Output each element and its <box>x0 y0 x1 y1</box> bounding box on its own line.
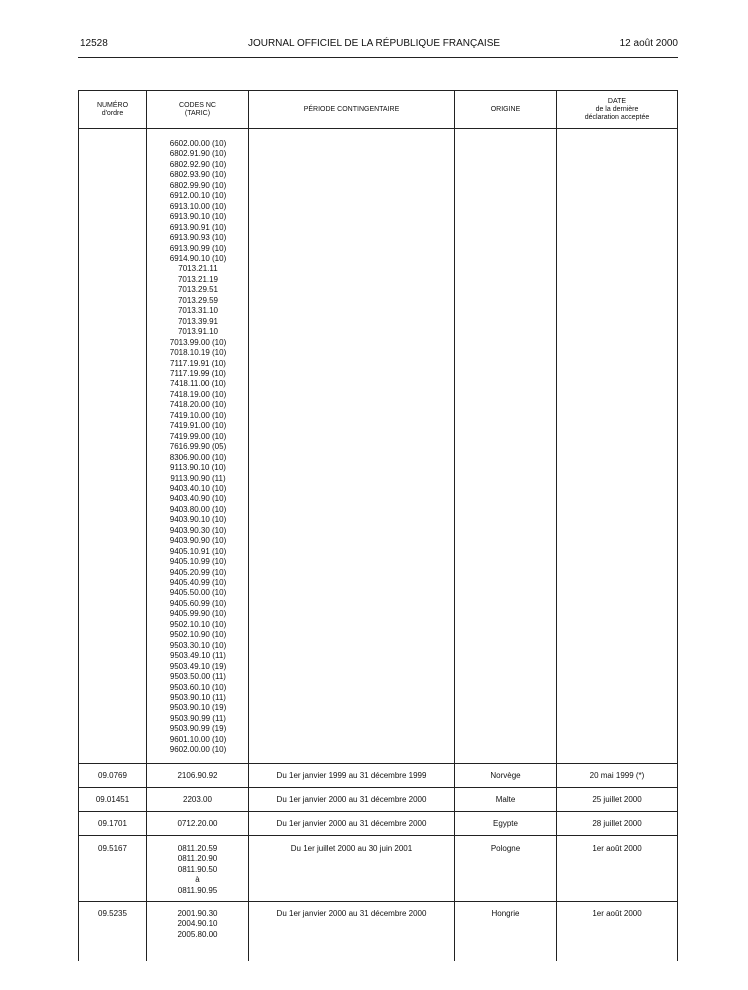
code-list-item: 7419.91.00 (10) <box>169 421 227 431</box>
row-origine: Hongrie <box>491 909 520 918</box>
row-numero: 09.01451 <box>95 795 130 804</box>
code-list-item: 9502.10.10 (10) <box>169 619 227 629</box>
row-periode: Du 1er janvier 2000 au 31 décembre 2000 <box>276 819 427 828</box>
code-list-item: 9601.10.00 (10) <box>169 734 227 744</box>
quota-table <box>78 90 678 961</box>
code-list-item: 6913.10.00 (10) <box>169 201 227 211</box>
code-list-item: 6912.00.10 (10) <box>169 191 227 201</box>
code-list-item: 6802.91.90 (10) <box>169 149 227 159</box>
code-list-item: 7013.29.59 <box>177 295 219 305</box>
code-list-item: 9503.60.10 (10) <box>169 682 227 692</box>
code-list-item: 9503.90.99 (19) <box>169 724 227 734</box>
code-list-item: 9503.49.10 (11) <box>170 651 226 661</box>
row-date: 1er août 2000 <box>592 909 642 918</box>
code-list-item: 9503.90.99 (11) <box>170 713 226 723</box>
code-list-item: 9403.80.00 (10) <box>169 504 227 514</box>
code-list-item: 7013.31.10 <box>177 306 219 316</box>
code-list-item: 7418.11.00 (10) <box>170 379 226 389</box>
code-list-item: 9503.90.10 (19) <box>169 703 227 713</box>
code-list-item: 9405.99.90 (10) <box>169 609 227 619</box>
code-list-item: 6913.90.91 (10) <box>169 222 227 232</box>
header-numero: NUMÉRO d'ordre <box>96 101 129 117</box>
code-list-item: 6802.92.90 (10) <box>169 159 227 169</box>
code-list-item: 9403.40.90 (10) <box>169 494 227 504</box>
row-divider <box>79 811 677 812</box>
code-list-item: 7117.19.99 (10) <box>170 368 226 378</box>
row-origine: Malte <box>495 795 516 804</box>
code-list-item: 6802.93.90 (10) <box>169 170 227 180</box>
row-date: 28 juillet 2000 <box>592 819 642 828</box>
code-list-item: 7013.39.91 <box>177 316 219 326</box>
row-divider <box>79 763 677 764</box>
code-list-item: 6602.00.00 (10) <box>169 139 227 148</box>
row-divider <box>79 901 677 902</box>
row-origine: Pologne <box>490 844 521 853</box>
row-codes: 2106.90.92 <box>177 771 218 780</box>
code-list-item: 7013.21.19 <box>177 274 219 284</box>
code-list-item: 7616.99.90 (05) <box>169 442 227 452</box>
code-list-item: 9405.20.99 (10) <box>169 567 227 577</box>
code-list-item: 9405.50.00 (10) <box>169 588 227 598</box>
row-numero: 09.0769 <box>98 771 127 780</box>
row-periode: Du 1er janvier 1999 au 31 décembre 1999 <box>276 771 427 780</box>
code-list-item: 9602.00.00 (10) <box>169 745 227 755</box>
code-list-item: 9405.40.99 (10) <box>169 578 227 588</box>
code-list-item: 9405.60.99 (10) <box>169 598 227 608</box>
code-list-item: 9503.50.00 (11) <box>170 672 226 682</box>
code-list-item: 7013.91.10 <box>177 327 219 337</box>
row-origine: Egypte <box>493 819 518 828</box>
row-codes: 0712.20.00 <box>177 819 218 828</box>
row-codes: 2001.90.30 2004.90.10 2005.80.00 <box>177 909 218 939</box>
row-origine: Norvège <box>490 771 521 780</box>
code-list-item: 9403.90.90 (10) <box>169 536 227 546</box>
header-rule <box>78 57 678 58</box>
header-codes: CODES NC (TARIC) <box>179 101 216 117</box>
page-date: 12 août 2000 <box>619 38 678 49</box>
code-list-item: 7418.20.00 (10) <box>169 400 227 410</box>
row-periode: Du 1er janvier 2000 au 31 décembre 2000 <box>276 795 427 804</box>
code-list-item: 7419.10.00 (10) <box>169 410 227 420</box>
code-list-item: 7013.21.11 <box>178 264 218 274</box>
code-list-item: 7418.19.00 (10) <box>169 389 227 399</box>
code-list-item: 9403.90.30 (10) <box>169 525 227 535</box>
row-divider <box>79 128 677 129</box>
header-date: DATE de la dernière déclaration acceptée <box>584 97 650 121</box>
code-list-item: 9113.90.10 (10) <box>170 463 226 473</box>
code-list-item: 9113.90.90 (11) <box>170 473 226 483</box>
column-divider <box>454 91 455 961</box>
row-numero: 09.5235 <box>98 909 127 918</box>
code-list-item: 7018.10.19 (10) <box>169 348 227 358</box>
journal-title: JOURNAL OFFICIEL DE LA RÉPUBLIQUE FRANÇAISE <box>247 38 501 49</box>
code-list-item: 8306.90.00 (10) <box>169 452 227 462</box>
code-list-item: 7117.19.91 (10) <box>170 358 226 368</box>
code-list-item: 9405.10.91 (10) <box>169 546 227 556</box>
header-origine: ORIGINE <box>490 105 521 113</box>
continuation-codes-list <box>147 139 249 756</box>
code-list-item: 9403.90.10 (10) <box>169 515 227 525</box>
row-divider <box>79 835 677 836</box>
code-list-item: 6802.99.90 (10) <box>169 180 227 190</box>
code-list-item: 9503.90.10 (11) <box>170 693 226 703</box>
code-list-item: 9405.10.99 (10) <box>169 557 227 567</box>
row-divider <box>79 787 677 788</box>
row-numero: 09.1701 <box>98 819 127 828</box>
code-list-item: 7013.99.00 (10) <box>169 337 227 347</box>
page-number: 12528 <box>80 38 108 49</box>
row-numero: 09.5167 <box>98 844 127 853</box>
code-list-item: 7419.99.00 (10) <box>169 431 227 441</box>
column-divider <box>556 91 557 961</box>
row-periode: Du 1er janvier 2000 au 31 décembre 2000 <box>276 909 427 918</box>
code-list-item: 9503.49.10 (19) <box>169 661 227 671</box>
code-list-item: 9503.30.10 (10) <box>169 640 227 650</box>
row-date: 20 mai 1999 (*) <box>589 771 645 780</box>
code-list-item: 9502.10.90 (10) <box>169 630 227 640</box>
code-list-item: 6914.90.10 (10) <box>169 253 227 263</box>
row-periode: Du 1er juillet 2000 au 30 juin 2001 <box>290 844 413 853</box>
code-list-item: 6913.90.99 (10) <box>169 243 227 253</box>
code-list-item: 6913.90.93 (10) <box>169 233 227 243</box>
row-codes: 2203.00 <box>183 795 212 804</box>
code-list-item: 9403.40.10 (10) <box>169 483 227 493</box>
row-date: 1er août 2000 <box>592 844 642 853</box>
header-periode: PÉRIODE CONTINGENTAIRE <box>303 105 400 113</box>
code-list-item: 6913.90.10 (10) <box>169 212 227 222</box>
row-codes: 0811.20.59 0811.20.90 0811.90.50 à 0811.90.95 <box>177 844 218 895</box>
row-date: 25 juillet 2000 <box>592 795 642 804</box>
code-list-item: 7013.29.51 <box>177 285 219 295</box>
